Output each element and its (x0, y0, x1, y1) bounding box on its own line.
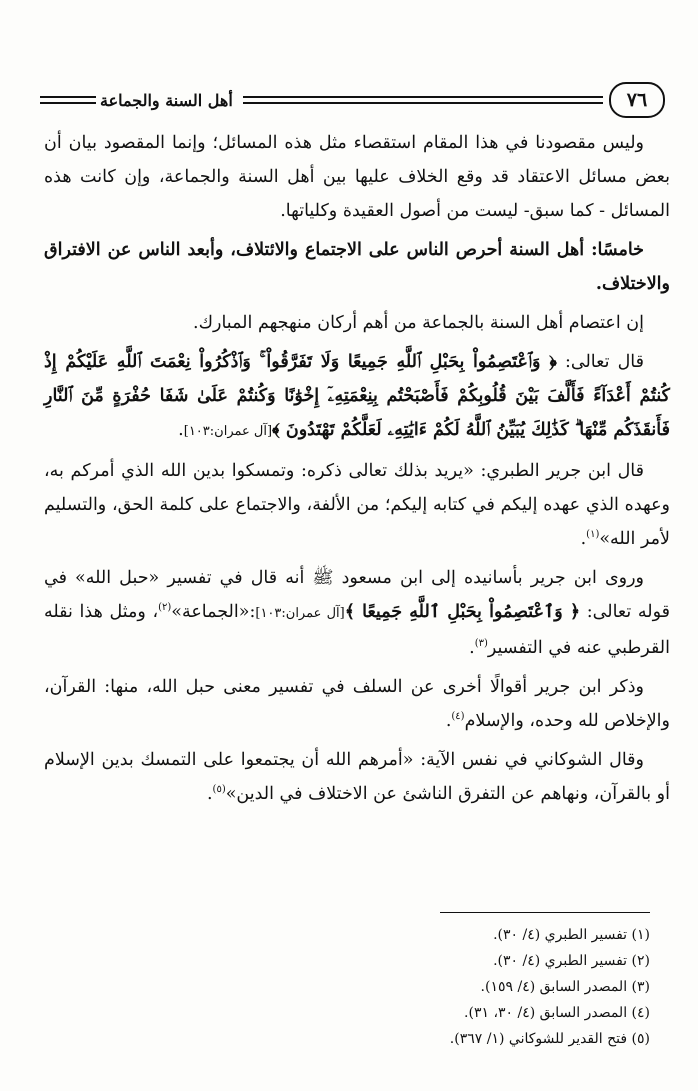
paragraph-text: وذكر ابن جرير أقوالًا أخرى عن السلف في تفسير معنى حبل الله، منها: القرآن، والإخلاص لله وحده، والإسلام (44, 677, 670, 731)
page-header (40, 82, 665, 118)
footnote-ref[interactable]: (٤) (451, 711, 465, 723)
punctuation: . (206, 784, 213, 804)
paragraph (44, 743, 670, 811)
header-rule (243, 96, 603, 104)
footnote: (٢) تفسير الطبري (٤/ ٣٠). (493, 953, 650, 969)
header-rule-short (40, 96, 96, 104)
paragraph (44, 561, 670, 665)
punctuation: . (178, 420, 184, 440)
paragraph-text: :«الجماعة» (171, 602, 256, 622)
footnote: (٣) المصدر السابق (٤/ ١٥٩). (480, 979, 650, 995)
footnote: (٥) فتح القدير للشوكاني (١/ ٣٦٧). (449, 1031, 650, 1047)
paragraph (44, 454, 670, 556)
paragraph-text: وقال الشوكاني في نفس الآية: «أمرهم الله أن يجتمعوا على التمسك بدين الإسلام أو بالقرآن، ونهاهم عن التفرق الناشئ عن الاختلاف في الدين» (44, 750, 670, 804)
quran-verse: ﴿ وَٱعْتَصِمُواْ بِحَبْلِ ٱللَّهِ جَمِيعًا ﴾ (344, 602, 581, 622)
footnote-ref[interactable]: (٣) (474, 638, 488, 650)
paragraph (44, 306, 670, 340)
footnote: (٤) المصدر السابق (٤/ ٣٠، ٣١). (464, 1005, 650, 1021)
footnote-ref[interactable]: (٢) (158, 602, 172, 614)
paragraph-text: قال ابن جرير الطبري: «يريد بذلك تعالى ذكره: وتمسكوا بدين الله الذي أمركم به، وعهده الذي عهده إليكم في كتابه إليكم؛ من الألفة، والاجتماع على كلمة الحق، والتسليم لأمر الله» (44, 461, 670, 549)
paragraph-text: ، ومثل هذا نقله القرطبي عنه في التفسير (44, 602, 670, 658)
paragraph (44, 670, 670, 738)
page-number: ٧٦ (609, 82, 665, 118)
quran-verse: ﴿ وَٱعْتَصِمُواْ بِحَبْلِ ٱللَّهِ جَمِيعًا وَلَا تَفَرَّقُواْ ۚ وَٱذْكُرُواْ نِعْمَتَ ٱللَّهِ عَلَيْكُمْ إِذْ كُنتُمْ أَعْدَآءً فَأَلَّفَ بَيْنَ قُلُوبِكُمْ فَأَصْبَحْتُم بِنِعْمَتِهِۦٓ إِخْوَٰنًا وَكُنتُمْ عَلَىٰ شَفَا حُفْرَةٍ مِّنَ ٱلنَّارِ فَأَنقَذَكُم مِّنْهَا ۗ كَذَٰلِكَ يُبَيِّنُ ٱللَّهُ لَكُمْ ءَايَٰتِهِۦ لَعَلَّكُمْ تَهْتَدُونَ ﴾ (44, 352, 670, 440)
section-heading (44, 233, 670, 301)
footnote-ref[interactable]: (٥) (212, 784, 226, 796)
paragraph-text: إن اعتصام أهل السنة بالجماعة من أهم أركان منهجهم المبارك. (193, 313, 644, 333)
punctuation: . (469, 638, 475, 658)
verse-citation: [آل عمران:١٠٣] (183, 424, 273, 439)
paragraph-text: وروى ابن جرير بأسانيده إلى ابن مسعود ﷺ أنه قال في تفسير «حبل الله» في قوله تعالى: (44, 568, 670, 622)
verse-citation: [آل عمران:١٠٣] (255, 606, 345, 621)
paragraph (44, 345, 670, 449)
footnote-separator (440, 912, 650, 913)
punctuation: . (580, 529, 587, 549)
paragraph-text: وليس مقصودنا في هذا المقام استقصاء مثل هذه المسائل؛ وإنما المقصود بيان أن بعض مسائل الاعتقاد قد وقع الخلاف عليها بين أهل السنة والجماعة، وإن كانت هذه المسائل - كما سبق- ليست من أصول العقيدة وكلياتها. (44, 133, 670, 221)
footnote-ref[interactable]: (١) (586, 529, 600, 541)
paragraph (44, 126, 670, 228)
main-text (44, 126, 670, 816)
heading-text: خامسًا: أهل السنة أحرص الناس على الاجتماع والائتلاف، وأبعد الناس عن الافتراق والاختلاف. (44, 240, 670, 294)
footnote: (١) تفسير الطبري (٤/ ٣٠). (493, 927, 650, 943)
punctuation: . (445, 711, 452, 731)
footnotes (50, 922, 650, 1052)
running-title: أهل السنة والجماعة (100, 90, 233, 110)
paragraph-text: قال تعالى: (556, 352, 644, 372)
